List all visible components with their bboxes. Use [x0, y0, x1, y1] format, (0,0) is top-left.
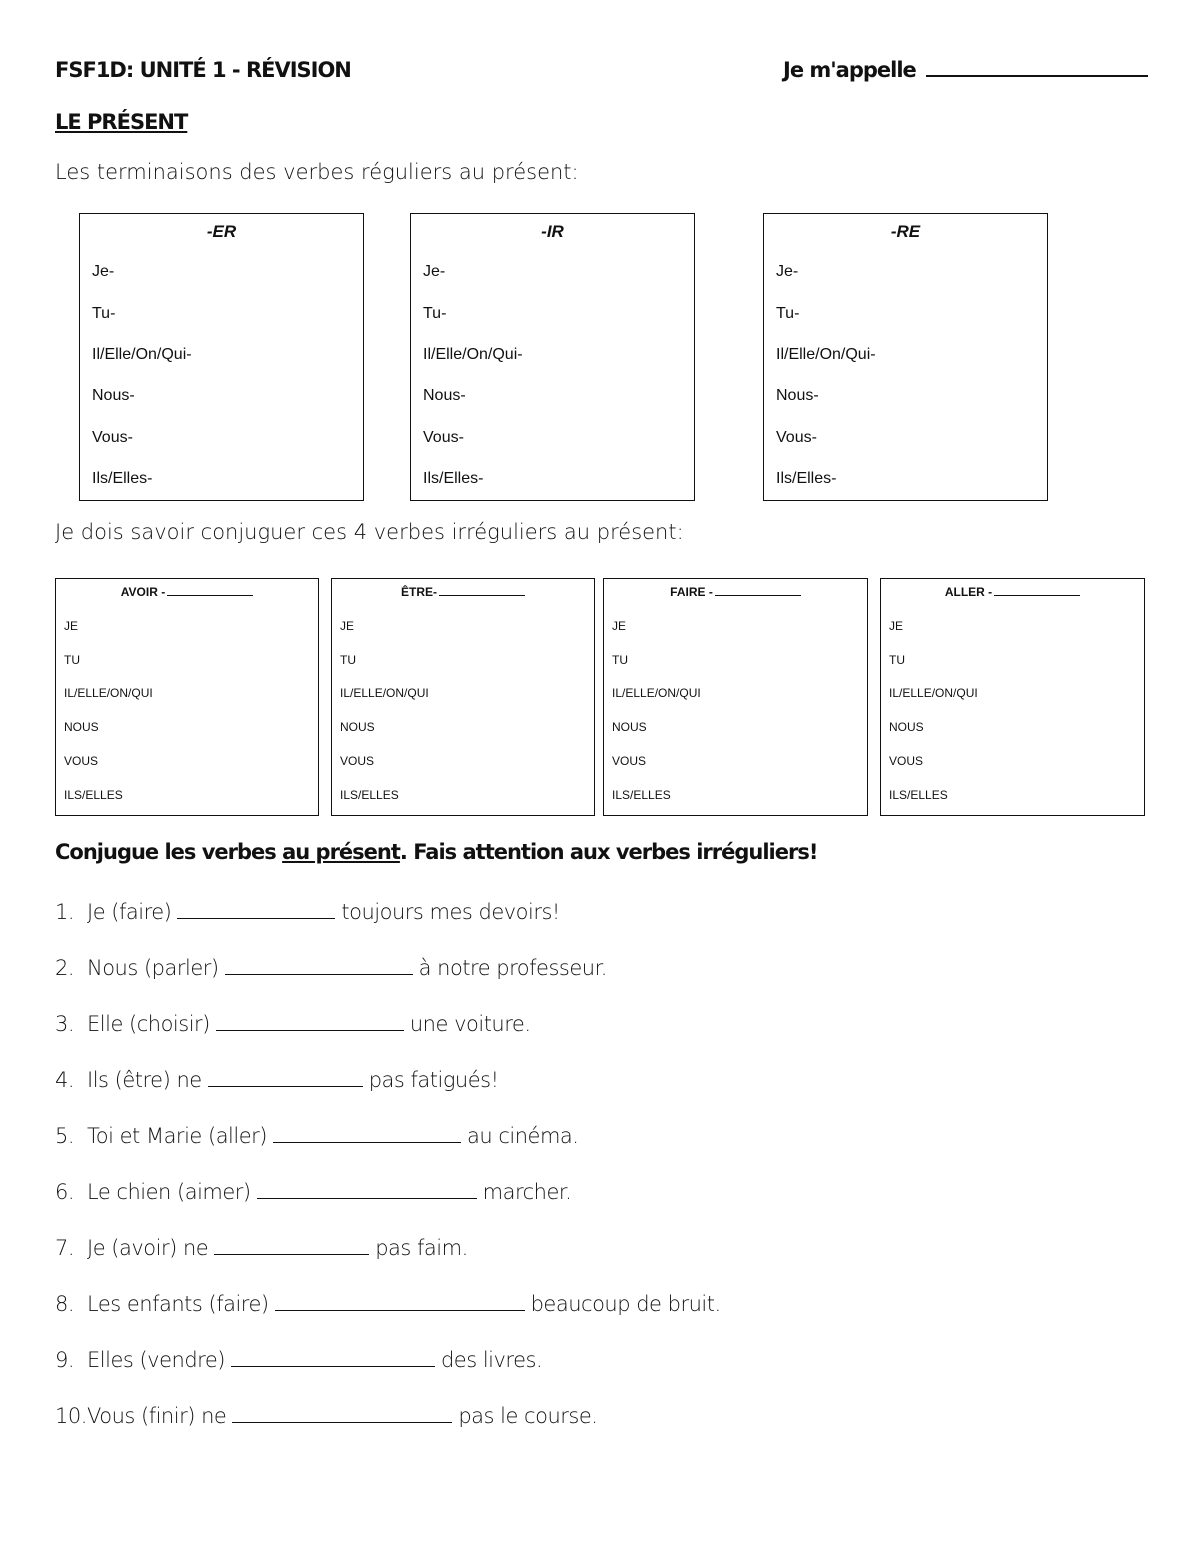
box-row: Je-: [776, 263, 799, 280]
item-ending: marcher.: [482, 1180, 572, 1204]
box-row: ILS/ELLES: [64, 788, 123, 802]
box-row: Nous-: [423, 387, 466, 404]
box-row: Ils/Elles-: [776, 470, 837, 487]
box-row: Il/Elle/On/Qui-: [423, 346, 523, 363]
item-number: 1.: [55, 900, 75, 924]
item-ending: beaucoup de bruit.: [530, 1292, 721, 1316]
box-row: Il/Elle/On/Qui-: [776, 346, 876, 363]
answer-blank[interactable]: [177, 900, 335, 919]
worksheet-title: FSF1D: UNITÉ 1 - RÉVISION: [55, 58, 351, 82]
box-heading: -ER: [206, 222, 237, 241]
verb-name: FAIRE -: [670, 585, 713, 599]
box-row: NOUS: [889, 720, 924, 734]
item-ending: pas le course.: [458, 1404, 598, 1428]
box-heading: [604, 585, 867, 599]
answer-blank[interactable]: [208, 1068, 363, 1087]
answer-blank[interactable]: [273, 1124, 461, 1143]
item-number: 3.: [55, 1012, 75, 1036]
item-prompt: Les enfants (faire): [87, 1292, 269, 1316]
box-row: NOUS: [64, 720, 99, 734]
item-prompt: Je (avoir) ne: [87, 1236, 209, 1260]
verb-name: ÊTRE-: [401, 585, 437, 599]
box-row: TU: [889, 653, 905, 667]
translation-blank[interactable]: [994, 595, 1080, 596]
box-row: Vous-: [423, 429, 464, 446]
box-row: TU: [612, 653, 628, 667]
exercise-item: [55, 956, 607, 980]
box-heading: [881, 585, 1144, 599]
box-row: Il/Elle/On/Qui-: [92, 346, 192, 363]
box-row: Ils/Elles-: [92, 470, 153, 487]
faire-box: [603, 578, 868, 816]
box-row: JE: [64, 619, 79, 633]
box-row: TU: [64, 653, 80, 667]
aller-box: [880, 578, 1145, 816]
item-prompt: Vous (finir) ne: [87, 1404, 227, 1428]
box-heading: -RE: [890, 222, 921, 241]
answer-blank[interactable]: [225, 956, 413, 975]
item-ending: à notre professeur.: [418, 956, 607, 980]
verb-name: ALLER -: [944, 585, 993, 599]
box-row: JE: [889, 619, 904, 633]
translation-blank[interactable]: [167, 595, 253, 596]
box-row: ILS/ELLES: [889, 788, 948, 802]
box-row: VOUS: [64, 754, 99, 768]
box-row: ILS/ELLES: [612, 788, 671, 802]
name-blank[interactable]: [926, 75, 1148, 77]
item-ending: pas fatigués!: [368, 1068, 499, 1092]
item-prompt: Elle (choisir): [87, 1012, 210, 1036]
exercise-item: [55, 1012, 531, 1036]
item-prompt: Je (faire): [87, 900, 172, 924]
instruction-text: Conjugue les verbes: [55, 840, 276, 864]
name-field: [783, 58, 1148, 82]
irregular-intro: Je dois savoir conjuguer ces 4 verbes irréguliers au présent:: [55, 520, 684, 544]
exercise-item: [55, 1292, 721, 1316]
box-row: Tu-: [423, 305, 447, 322]
box-row: Nous-: [92, 387, 135, 404]
item-ending: une voiture.: [409, 1012, 531, 1036]
answer-blank[interactable]: [214, 1236, 369, 1255]
name-label: Je m'appelle: [783, 58, 916, 82]
item-prompt: Nous (parler): [87, 956, 219, 980]
exercise-item: [55, 1124, 578, 1148]
answer-blank[interactable]: [232, 1404, 452, 1423]
etre-box: [331, 578, 595, 816]
box-row: IL/ELLE/ON/QUI: [340, 686, 429, 700]
translation-blank[interactable]: [715, 595, 801, 596]
instruction-text: . Fais attention aux verbes irréguliers!: [399, 840, 818, 864]
item-number: 6.: [55, 1180, 75, 1204]
item-number: 10.: [55, 1404, 87, 1428]
exercise-item: [55, 1348, 542, 1372]
item-number: 9.: [55, 1348, 75, 1372]
exercise-instruction: [55, 840, 817, 864]
box-row: NOUS: [340, 720, 375, 734]
exercise-item: [55, 1236, 468, 1260]
item-number: 5.: [55, 1124, 75, 1148]
exercise-item: [55, 1068, 499, 1092]
exercise-item: [55, 900, 560, 924]
section-title: LE PRÉSENT: [55, 110, 188, 134]
box-row: Vous-: [92, 429, 133, 446]
item-ending: pas faim.: [375, 1236, 468, 1260]
box-row: Ils/Elles-: [423, 470, 484, 487]
box-row: IL/ELLE/ON/QUI: [889, 686, 978, 700]
item-number: 8.: [55, 1292, 75, 1316]
box-row: Nous-: [776, 387, 819, 404]
box-row: VOUS: [612, 754, 647, 768]
box-heading: [56, 585, 318, 599]
item-number: 2.: [55, 956, 75, 980]
item-prompt: Elles (vendre): [87, 1348, 225, 1372]
item-prompt: Ils (être) ne: [87, 1068, 202, 1092]
exercise-item: [55, 1404, 597, 1428]
box-row: IL/ELLE/ON/QUI: [612, 686, 701, 700]
box-row: JE: [612, 619, 627, 633]
answer-blank[interactable]: [275, 1292, 525, 1311]
box-heading: -IR: [541, 222, 564, 241]
item-number: 4.: [55, 1068, 75, 1092]
er-endings-box: [79, 213, 364, 501]
regular-intro: Les terminaisons des verbes réguliers au présent:: [55, 160, 579, 184]
item-ending: des livres.: [440, 1348, 543, 1372]
item-prompt: Toi et Marie (aller): [87, 1124, 267, 1148]
re-endings-box: [763, 213, 1048, 501]
box-heading: [332, 585, 594, 599]
box-row: ILS/ELLES: [340, 788, 399, 802]
box-row: Tu-: [92, 305, 116, 322]
box-row: Tu-: [776, 305, 800, 322]
box-row: VOUS: [889, 754, 924, 768]
item-number: 7.: [55, 1236, 75, 1260]
exercise-item: [55, 1180, 571, 1204]
avoir-box: [55, 578, 319, 816]
item-ending: au cinéma.: [466, 1124, 579, 1148]
box-row: TU: [340, 653, 356, 667]
translation-blank[interactable]: [439, 595, 525, 596]
box-row: Vous-: [776, 429, 817, 446]
item-prompt: Le chien (aimer): [87, 1180, 251, 1204]
box-row: VOUS: [340, 754, 375, 768]
instruction-emphasis: au présent: [282, 840, 400, 864]
box-row: IL/ELLE/ON/QUI: [64, 686, 153, 700]
verb-name: AVOIR -: [120, 585, 166, 599]
answer-blank[interactable]: [231, 1348, 435, 1367]
ir-endings-box: [410, 213, 695, 501]
answer-blank[interactable]: [257, 1180, 477, 1199]
box-row: Je-: [92, 263, 115, 280]
item-ending: toujours mes devoirs!: [341, 900, 560, 924]
box-row: Je-: [423, 263, 446, 280]
box-row: NOUS: [612, 720, 647, 734]
answer-blank[interactable]: [216, 1012, 404, 1031]
box-row: JE: [340, 619, 355, 633]
